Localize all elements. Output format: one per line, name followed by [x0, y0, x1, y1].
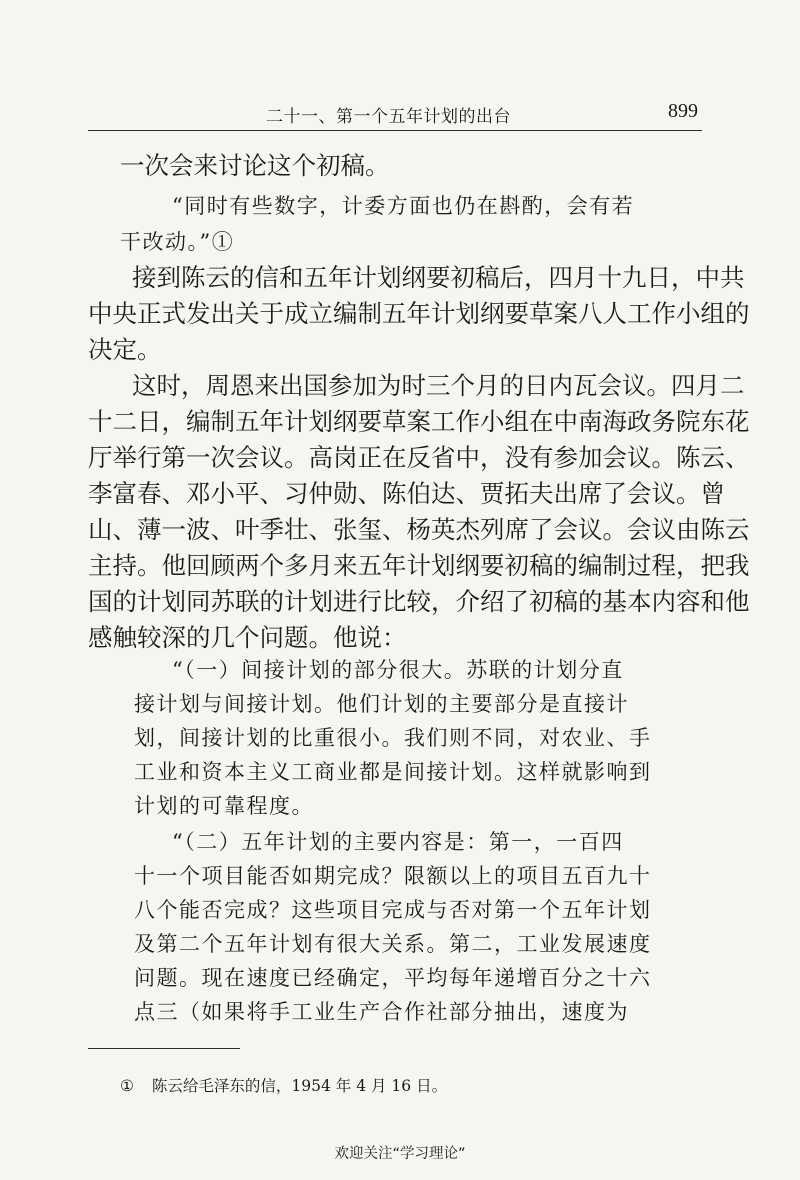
quote-line: “同时有些数字，计委方面也仍在斟酌，会有若 [172, 194, 635, 218]
quote-line: 工业和资本主义工商业都是间接计划。这样就影响到 [134, 760, 652, 784]
text-line: 感触较深的几个问题。他说： [88, 623, 407, 652]
paragraph-start: 接到陈云的信和五年计划纲要初稿后，四月十九日，中共 [132, 263, 745, 292]
text-line: 主持。他回顾两个多月来五年计划纲要初稿的编制过程，把我 [88, 551, 750, 580]
text-line: 中央正式发出关于成立编制五年计划纲要草案八人工作小组的 [88, 299, 750, 328]
text-line: 十二日，编制五年计划纲要草案工作小组在中南海政务院东花 [88, 407, 750, 436]
quote-line: 点三（如果将手工业生产合作社部分抽出，速度为 [134, 1000, 629, 1024]
text-line: 一次会来讨论这个初稿。 [120, 151, 390, 180]
chapter-title: 二十一、第一个五年计划的出台 [266, 107, 511, 127]
text-line: 李富春、邓小平、习仲勋、陈伯达、贾拓夫出席了会议。曾 [88, 479, 725, 508]
quote-line: 及第二个五年计划有很大关系。第二，工业发展速度 [134, 932, 652, 956]
footnote-text: 陈云给毛泽东的信，1954 年 4 月 16 日。 [151, 1077, 448, 1095]
quote-line: “（二）五年计划的主要内容是：第一，一百四 [172, 830, 624, 854]
quote-line: 计划的可靠程度。 [134, 794, 314, 818]
page-number: 899 [668, 100, 698, 122]
paragraph-start: 这时，周恩来出国参加为时三个月的日内瓦会议。四月二 [132, 371, 745, 400]
text-line: 决定。 [88, 335, 162, 364]
footnote-divider [88, 1048, 240, 1049]
text-line: 山、薄一波、叶季壮、张玺、杨英杰列席了会议。会议由陈云 [88, 515, 750, 544]
text-line: 国的计划同苏联的计划进行比较，介绍了初稿的基本内容和他 [88, 587, 750, 616]
watermark-caption: 欢迎关注“学习理论” [334, 1146, 466, 1162]
quote-line: 八个能否完成？这些项目完成与否对第一个五年计划 [134, 898, 652, 922]
quote-line: 划，间接计划的比重很小。我们则不同，对农业、手 [134, 726, 652, 750]
quote-line: “（一）间接计划的部分很大。苏联的计划分直 [172, 658, 624, 682]
text-line: 厅举行第一次会议。高岗正在反省中，没有参加会议。陈云、 [88, 443, 750, 472]
quote-line: 接计划与间接计划。他们计划的主要部分是直接计 [134, 692, 629, 716]
quote-line: 十一个项目能否如期完成？限额以上的项目五百九十 [134, 864, 652, 888]
footnote-marker: ① [120, 1077, 134, 1095]
running-header [88, 92, 702, 131]
quote-line: 问题。现在速度已经确定，平均每年递增百分之十六 [134, 966, 652, 990]
quote-line: 干改动。”① [120, 230, 235, 254]
footnote [120, 1074, 447, 1096]
